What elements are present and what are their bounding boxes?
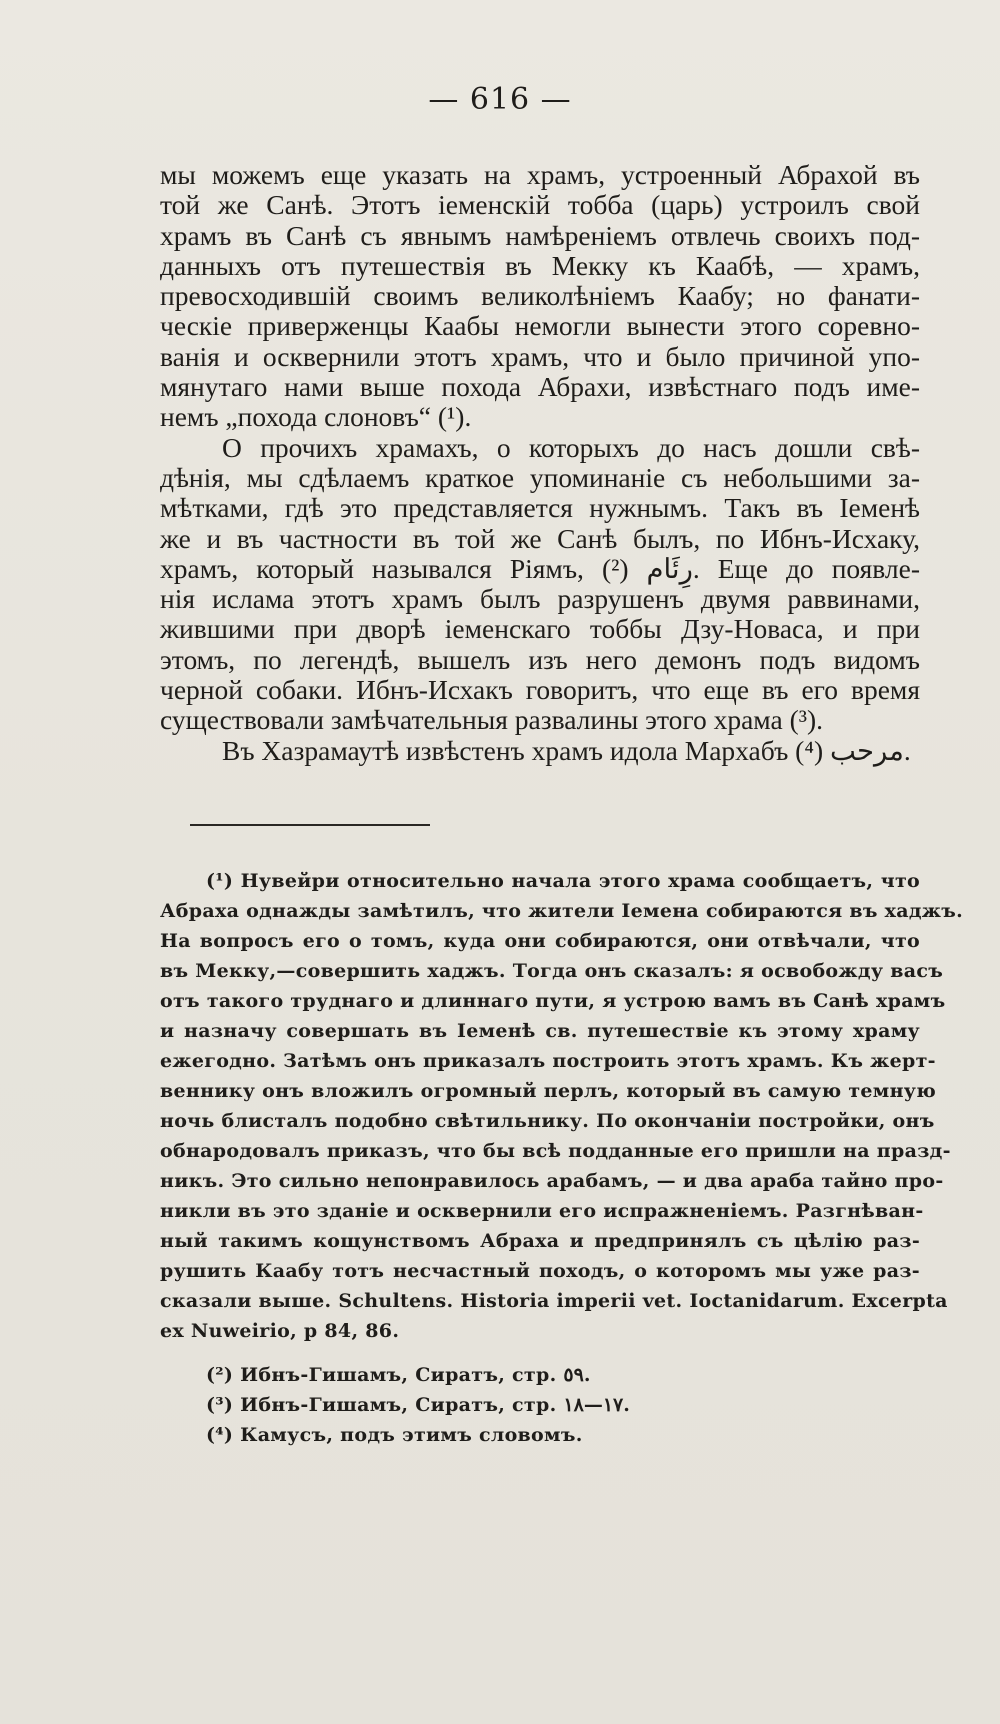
text-line: храмъ, который назывался Ріямъ, رِئَام (²). Еще до появле- — [160, 552, 920, 584]
footnote-line: въ Мекку,—совершить хаджъ. Тогда онъ сказалъ: я освобожду васъ — [160, 960, 944, 982]
text-line: ванія и осквернили этотъ храмъ, что и было причиной упо- — [160, 340, 920, 372]
footnote-line: ex Nuweirio, p 84, 86. — [160, 1320, 400, 1342]
paragraph-start-line: О прочихъ храмахъ, о которыхъ до насъ дошли свѣ- — [222, 431, 920, 463]
text-line: мѣтками, гдѣ это представляется нужнымъ. Такъ въ Іеменѣ — [160, 492, 920, 524]
footnote-line: и назначу совершать въ Іеменѣ св. путешествіе къ этому храму — [160, 1020, 920, 1042]
footnote-line: сказали выше. Schultens. Historia imperii vet. Ioctanidarum. Excerpta — [160, 1290, 948, 1312]
footnote-line: ный такимъ кощунствомъ Абраха и предпринялъ съ цѣлію раз- — [160, 1230, 920, 1252]
text-line: немъ „похода слоновъ“ (¹). — [160, 401, 472, 433]
footnote-line: ночь блисталъ подобно свѣтильнику. По окончаніи постройки, онъ — [160, 1110, 935, 1132]
main-text — [160, 160, 920, 766]
footnote-line: рушить Каабу тотъ несчастный походъ, о которомъ мы уже раз- — [160, 1260, 920, 1282]
footnote-line: никли въ это зданіе и осквернили его испражненіемъ. Разгнѣван- — [160, 1200, 924, 1222]
footnote-line: Абраха однажды замѣтилъ, что жители Іемена собираются въ хаджъ. — [160, 900, 964, 922]
text-line: мянутаго нами выше похода Абрахи, извѣстнаго подъ име- — [160, 371, 920, 403]
text-line: этомъ, по легендѣ, вышелъ изъ него демонъ подъ видомъ — [160, 643, 920, 675]
text-line: данныхъ отъ путешествія въ Мекку къ Каабѣ, — храмъ, — [160, 249, 920, 281]
footnotes — [160, 866, 964, 1450]
footnote-line: На вопросъ его о томъ, куда они собираются, они отвѣчали, что — [160, 930, 920, 952]
footnote-references — [160, 1360, 920, 1450]
footnote-line: отъ такого труднаго и длиннаго пути, я устрою вамъ въ Санѣ храмъ — [160, 990, 946, 1012]
footnote-line: веннику онъ вложилъ огромный перлъ, который въ самую темную — [160, 1080, 937, 1102]
footnote-ref-4: (⁴) Камусъ, подъ этимъ словомъ. — [206, 1424, 583, 1446]
footnote-line: обнародовалъ приказъ, что бы всѣ подданные его пришли на празд- — [160, 1140, 951, 1162]
text-line: существовали замѣчательныя развалины этого храма (³). — [160, 704, 824, 736]
text-line: ческіе приверженцы Каабы немогли вынести этого соревно- — [160, 310, 920, 342]
text-line: нія ислама этотъ храмъ былъ разрушенъ двумя раввинами, — [160, 583, 920, 615]
footnote-ref-3: (³) Ибнъ-Гишамъ, Сиратъ, стр. ١٧—١٨. — [206, 1394, 630, 1416]
text-line: дѣнія, мы сдѣлаемъ краткое упоминаніе съ небольшими за- — [160, 461, 920, 493]
footnote-line: никъ. Это сильно непонравилось арабамъ, — и два араба тайно про- — [160, 1170, 944, 1192]
footnote-ref-2: (²) Ибнъ-Гишамъ, Сиратъ, стр. ٥٩. — [206, 1364, 591, 1386]
text-line: храмъ въ Санѣ съ явнымъ намѣреніемъ отвлечь своихъ под- — [160, 219, 920, 251]
paragraph-start-line: Въ Хазрамаутѣ извѣстенъ храмъ идола Мархабъ مرحب (⁴). — [222, 734, 911, 766]
footnote-separator — [190, 824, 430, 826]
page-number: — 616 — — [428, 82, 572, 117]
text-line: же и въ частности въ той же Санѣ былъ, по Ибнъ-Исхаку, — [160, 522, 920, 554]
text-line: жившими при дворѣ іеменскаго тоббы Дзу-Новаса, и при — [160, 613, 920, 645]
footnote-line: (¹) Нувейри относительно начала этого храма сообщаетъ, что — [206, 870, 920, 892]
text-line: мы можемъ еще указать на храмъ, устроенный Абрахой въ — [160, 159, 920, 190]
text-line: черной собаки. Ибнъ-Исхакъ говоритъ, что еще въ его время — [160, 674, 920, 706]
text-line: той же Санѣ. Этотъ іеменскій тобба (царь) устроилъ свой — [160, 189, 920, 221]
footnote-line: ежегодно. Затѣмъ онъ приказалъ построить этотъ храмъ. Къ жерт- — [160, 1050, 936, 1072]
text-line: превосходившій своимъ великолѣніемъ Каабу; но фанати- — [160, 280, 920, 312]
